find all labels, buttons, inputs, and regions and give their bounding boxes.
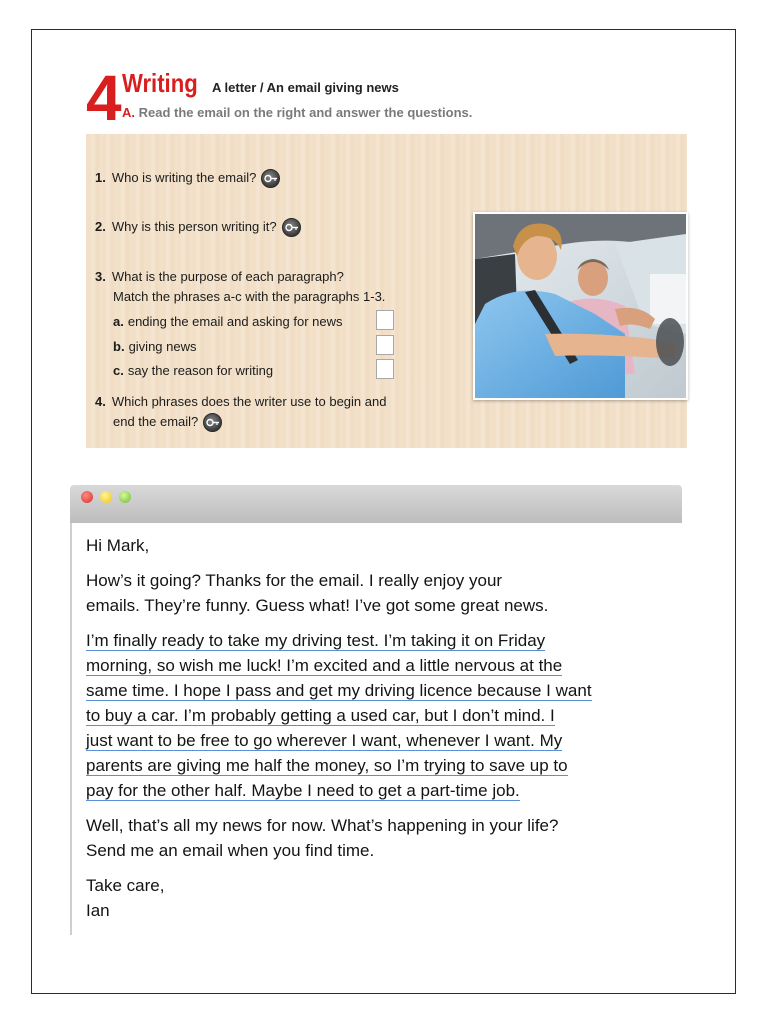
match-text: ending the email and asking for news	[127, 314, 343, 329]
question-text: Which phrases does the writer use to begin and	[111, 394, 387, 409]
question-3-line-2: Match the phrases a-c with the paragraphs 1-3.	[113, 289, 386, 304]
email-paragraph-1	[86, 568, 676, 618]
underlined-text: I’m finally ready to take my driving test. I’m taking it on Friday	[86, 631, 546, 650]
email-line	[86, 778, 676, 803]
email-paragraph-2	[86, 628, 676, 803]
answer-box-a[interactable]	[376, 310, 394, 330]
question-4-line-2	[113, 412, 222, 432]
match-item-a	[113, 312, 342, 332]
email-line: How’s it going? Thanks for the email. I really enjoy your	[86, 571, 503, 590]
email-line	[86, 653, 676, 678]
underlined-text: pay for the other half. Maybe I need to get a part-time job.	[86, 781, 520, 800]
key-icon[interactable]	[282, 218, 301, 237]
email-body	[86, 533, 676, 923]
key-icon[interactable]	[203, 413, 222, 432]
question-text: Who is writing the email?	[111, 170, 257, 185]
match-letter: c.	[113, 363, 124, 378]
email-line: emails. They’re funny. Guess what! I’ve got some great news.	[86, 596, 549, 615]
question-2	[95, 217, 301, 237]
question-number: 1.	[95, 170, 106, 185]
email-line: Well, that’s all my news for now. What’s happening in your life?	[86, 816, 559, 835]
underlined-text: just want to be free to go wherever I want, whenever I want. My	[86, 731, 563, 750]
match-letter: a.	[113, 314, 124, 329]
match-item-c	[113, 361, 273, 381]
maximize-window-icon[interactable]	[119, 491, 131, 503]
minimize-window-icon[interactable]	[100, 491, 112, 503]
email-paragraph-3	[86, 813, 676, 863]
email-signoff	[86, 873, 676, 923]
question-number: 4.	[95, 394, 106, 409]
question-text: What is the purpose of each paragraph?	[111, 269, 344, 284]
instruction-letter: A.	[122, 105, 135, 120]
question-1	[95, 168, 280, 188]
question-3	[95, 267, 344, 287]
underlined-text: to buy a car. I’m probably getting a used car, but I don’t mind. I	[86, 706, 555, 725]
email-greeting: Hi Mark,	[86, 536, 150, 555]
email-line: Send me an email when you find time.	[86, 841, 375, 860]
question-text: Why is this person writing it?	[111, 219, 277, 234]
question-text: end the email?	[113, 414, 199, 429]
email-line	[86, 753, 676, 778]
email-signature-name: Ian	[86, 901, 110, 920]
key-icon[interactable]	[261, 169, 280, 188]
instruction-text: Read the email on the right and answer the questions.	[138, 105, 473, 120]
match-text: giving news	[128, 339, 197, 354]
email-line	[86, 728, 676, 753]
email-line	[86, 703, 676, 728]
email-line	[86, 628, 676, 653]
close-window-icon[interactable]	[81, 491, 93, 503]
answer-box-c[interactable]	[376, 359, 394, 379]
section-number: 4	[86, 62, 120, 134]
instruction	[122, 106, 472, 119]
email-window	[70, 485, 682, 935]
underlined-text: morning, so wish me luck! I’m excited and a little nervous at the	[86, 656, 563, 675]
section-subtitle: A letter / An email giving news	[212, 80, 399, 95]
driving-lesson-photo	[473, 212, 688, 400]
question-4	[95, 392, 386, 412]
underlined-text: parents are giving me half the money, so I’m trying to save up to	[86, 756, 568, 775]
email-closing: Take care,	[86, 876, 165, 895]
section-title: Writing	[122, 68, 198, 98]
match-letter: b.	[113, 339, 125, 354]
window-titlebar	[70, 485, 682, 523]
email-line	[86, 678, 676, 703]
underlined-text: same time. I hope I pass and get my driving licence because I want	[86, 681, 592, 700]
match-item-b	[113, 337, 197, 357]
email-left-border	[70, 523, 72, 935]
answer-box-b[interactable]	[376, 335, 394, 355]
question-number: 2.	[95, 219, 106, 234]
question-number: 3.	[95, 269, 106, 284]
match-text: say the reason for writing	[127, 363, 274, 378]
